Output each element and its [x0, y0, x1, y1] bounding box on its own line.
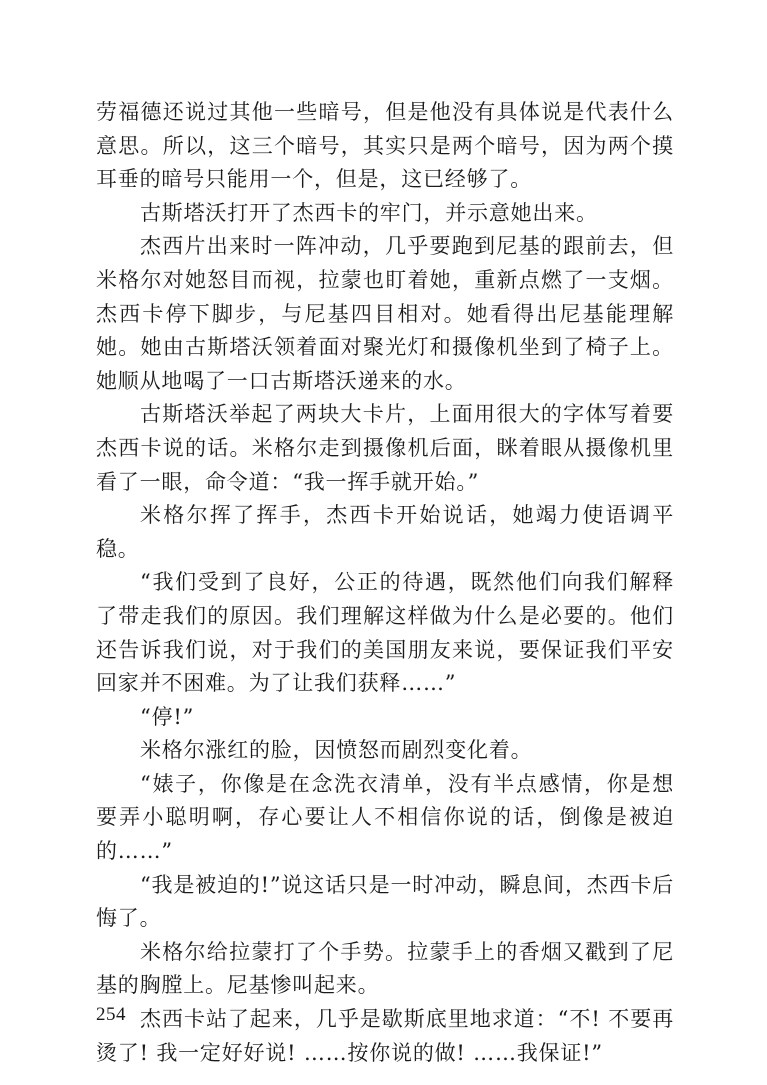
- paragraph-10: “我是被迫的!”说这话只是一时冲动，瞬息间，杰西卡后悔了。: [96, 872, 674, 931]
- paragraph-11: 米格尔给拉蒙打了个手势。拉蒙手上的香烟又戳到了尼基的胸膛上。尼基惨叫起来。: [96, 939, 674, 998]
- paragraph-7: “停!”: [140, 704, 195, 729]
- paragraph-5: 米格尔挥了挥手，杰西卡开始说话，她竭力使语调平稳。: [96, 503, 674, 561]
- paragraph-12: 杰西卡站了起来，几乎是歇斯底里地求道：“不! 不要再烫了! 我一定好好说! ……按你说的做! ……我保证!”: [96, 1007, 674, 1065]
- paragraph-3: 杰西片出来时一阵冲动，几乎要跑到尼基的跟前去，但米格尔对她怒目而视，拉蒙也盯着她，重新点燃了一支烟。杰西卡停下脚步，与尼基四目相对。她看得出尼基能理解她。她由古斯塔沃领着面对聚光灯和摄像机坐到了椅子上。她顺从地喝了一口古斯塔沃递来的水。: [96, 234, 674, 393]
- page-number: 254: [96, 1004, 126, 1025]
- paragraph-1: 劳福德还说过其他一些暗号，但是他没有具体说是代表什么意思。所以，这三个暗号，其实只是两个暗号，因为两个摸耳垂的暗号只能用一个，但是，这已经够了。: [96, 100, 674, 192]
- paragraph-2: 古斯塔沃打开了杰西卡的牢门，并示意她出来。: [140, 200, 598, 225]
- body-text: [96, 96, 674, 1070]
- paragraph-6: “我们受到了良好，公正的待遇，既然他们向我们解释了带走我们的原因。我们理解这样做为什么是必要的。他们还告诉我们说，对于我们的美国朋友来说，要保证我们平安回家并不困难。为了让我们获释……”: [96, 570, 674, 696]
- paragraph-9: “婊子，你像是在念洗衣清单，没有半点感情，你是想要弄小聪明啊，存心要让人不相信你说的话，倒像是被迫的……”: [96, 771, 674, 864]
- paragraph-8: 米格尔涨红的脸，因愤怒而剧烈变化着。: [140, 738, 533, 763]
- paragraph-4: 古斯塔沃举起了两块大卡片，上面用很大的字体写着要杰西卡说的话。米格尔走到摄像机后面，眯着眼从摄像机里看了一眼，命令道：“我一挥手就开始。”: [96, 402, 674, 494]
